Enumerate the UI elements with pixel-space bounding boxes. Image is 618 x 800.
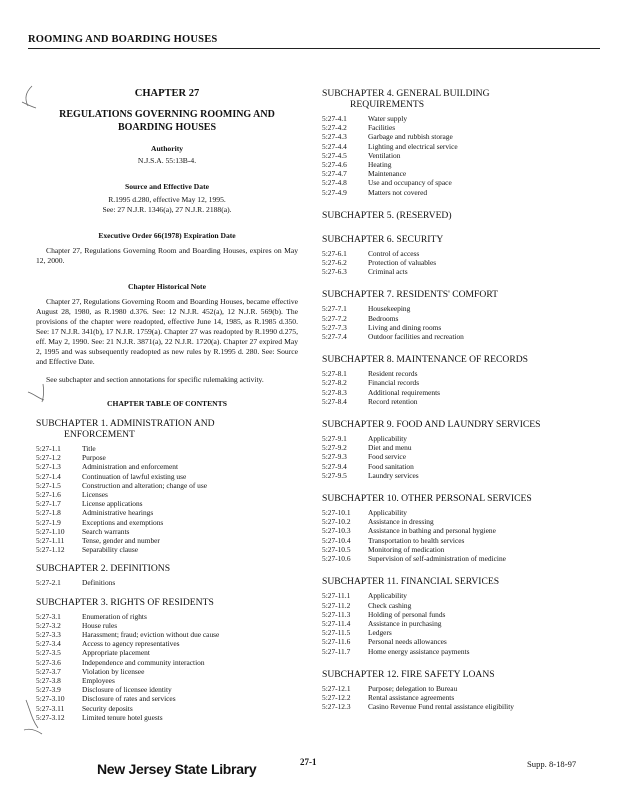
section-entry — [36, 578, 298, 587]
section-title: Outdoor facilities and recreation — [368, 332, 464, 342]
subchapter-title: SUBCHAPTER 2. DEFINITIONS — [36, 563, 171, 575]
section-title: Home energy assistance payments — [368, 646, 470, 656]
section-title: Violation by licensee — [82, 666, 145, 676]
section-number: 5:27-9.1 — [322, 434, 347, 444]
section-number: 5:27-1.7 — [36, 499, 61, 509]
section-title: Living and dining rooms — [368, 322, 442, 332]
section-entry — [322, 369, 594, 378]
section-list — [322, 369, 594, 406]
section-entry — [322, 443, 594, 452]
section-entry — [36, 453, 298, 462]
section-entry — [322, 647, 594, 656]
section-title: Supervision of self-administration of medicine — [368, 554, 506, 564]
section-title: Holding of personal funds — [368, 609, 446, 619]
section-title: Purpose — [82, 453, 106, 463]
section-number: 5:27-9.3 — [322, 452, 347, 462]
source-text-citation: See: 27 N.J.R. 1346(a), 27 N.J.R. 2188(a). — [102, 205, 232, 214]
subchapter-title: SUBCHAPTER 5. (RESERVED) — [322, 209, 452, 221]
section-title: Assistance in purchasing — [368, 618, 442, 628]
subchapter-title: SUBCHAPTER 8. MAINTENANCE OF RECORDS — [322, 354, 529, 366]
section-number: 5:27-10.2 — [322, 517, 351, 527]
section-title: License applications — [82, 499, 143, 509]
section-number: 5:27-4.1 — [322, 114, 347, 123]
section-title: Employees — [82, 676, 115, 686]
section-list — [322, 114, 594, 197]
section-number: 5:27-10.1 — [322, 508, 351, 518]
section-list — [322, 304, 594, 341]
section-title: Administrative hearings — [82, 508, 154, 518]
section-number: 5:27-6.3 — [322, 267, 347, 277]
section-number: 5:27-12.2 — [322, 692, 351, 702]
section-title: Assistance in dressing — [368, 517, 434, 527]
source-text: R.1995 d.280, effective May 12, 1995. — [108, 195, 226, 204]
subchapter-heading — [322, 493, 594, 504]
section-title: Applicability — [368, 434, 407, 444]
subchapter-title: SUBCHAPTER 11. FINANCIAL SERVICES — [322, 576, 500, 588]
section-title: Continuation of lawful existing use — [82, 471, 187, 481]
section-entry — [322, 267, 594, 276]
authority-text: N.J.S.A. 55:13B-4. — [137, 156, 197, 165]
section-entry — [36, 536, 298, 545]
section-entry — [322, 378, 594, 387]
running-header: ROOMING AND BOARDING HOUSES — [28, 34, 600, 49]
section-number: 5:27-7.4 — [322, 332, 347, 342]
section-title: Licenses — [82, 490, 108, 500]
section-entry — [322, 601, 594, 610]
section-title: House rules — [82, 620, 118, 630]
section-title: Water supply — [368, 114, 408, 123]
section-number: 5:27-3.8 — [36, 676, 61, 686]
section-title: Assistance in bathing and personal hygiene — [368, 526, 496, 536]
section-number: 5:27-4.4 — [322, 141, 347, 151]
section-number: 5:27-6.2 — [322, 258, 347, 268]
subchapter-heading — [322, 289, 594, 300]
section-entry — [322, 114, 594, 123]
section-entry — [36, 685, 298, 694]
section-title: Facilities — [368, 123, 396, 133]
section-title: Use and occupancy of space — [368, 178, 452, 188]
section-list — [322, 508, 594, 563]
section-list — [36, 578, 298, 587]
section-number: 5:27-3.12 — [36, 712, 65, 722]
see-annotations-text: See subchapter and section annotations for specific rulemaking activity. — [46, 375, 264, 384]
section-entry — [36, 490, 298, 499]
subchapter-title-continued: REQUIREMENTS — [350, 99, 425, 110]
section-entry — [322, 619, 594, 628]
section-entry — [36, 676, 298, 685]
section-number: 5:27-11.6 — [322, 637, 351, 647]
section-number: 5:27-11.2 — [322, 600, 351, 610]
section-number: 5:27-11.3 — [322, 609, 351, 619]
subchapter-title: SUBCHAPTER 6. SECURITY — [322, 233, 444, 245]
historical-note-text: Chapter 27, Regulations Governing Room and Boarding Houses, became effective August 28, 1980, as R.1980 d.376. See: 12 N.J.R. 452(a), 12 N.J.R. 569(b). The provisions of the chapter were readopted, effective June 14, 1985, as R.1985 d.350. See: 17 N.J.R. 341(b), 17 N.J.R. 1759(a). Chapter 27 was readopted by R.1990 d.275, eff. May 2, 1990. See: 21 N.J.R. 3871(a), 22 N.J.R. 1720(a). Chapter 27 expired May 2, 1995 and was subsequently readopted as new rules by R.1995 d. 280. See: Source and Effective Date. — [36, 297, 298, 366]
section-number: 5:27-3.5 — [36, 648, 61, 658]
section-entry — [36, 444, 298, 453]
section-entry — [322, 388, 594, 397]
section-entry — [322, 452, 594, 461]
section-title: Access to agency representatives — [82, 639, 180, 649]
section-title: Administration and enforcement — [82, 462, 179, 472]
section-title: Tense, gender and number — [82, 536, 160, 546]
section-entry — [322, 258, 594, 267]
section-number: 5:27-11.5 — [322, 628, 351, 638]
executive-order-text: Chapter 27, Regulations Governing Room and Boarding Houses, expires on May 12, 2000. — [36, 246, 298, 265]
section-title: Disclosure of rates and services — [82, 694, 176, 704]
section-entry — [322, 637, 594, 646]
subchapter-title: SUBCHAPTER 4. GENERAL BUILDING — [322, 88, 490, 99]
section-list — [322, 434, 594, 480]
authority-heading: Authority — [150, 144, 184, 153]
section-entry — [36, 630, 298, 639]
section-number: 5:27-11.7 — [322, 646, 351, 656]
section-entry — [36, 648, 298, 657]
section-title: Maintenance — [368, 169, 407, 179]
section-number: 5:27-3.10 — [36, 694, 65, 704]
subchapter-heading — [36, 563, 298, 574]
section-number: 5:27-3.2 — [36, 620, 61, 630]
section-entry — [36, 472, 298, 481]
subchapter-heading — [322, 669, 594, 680]
section-number: 5:27-6.1 — [322, 248, 347, 258]
section-number: 5:27-10.5 — [322, 544, 351, 554]
section-number: 5:27-8.3 — [322, 387, 347, 397]
section-entry — [322, 178, 594, 187]
subchapter-title: SUBCHAPTER 1. ADMINISTRATION AND — [36, 418, 215, 429]
section-entry — [322, 332, 594, 341]
chapter-number: CHAPTER 27 — [134, 88, 200, 99]
section-entry — [36, 713, 298, 722]
section-number: 5:27-11.1 — [322, 591, 351, 601]
section-title: Security deposits — [82, 703, 133, 713]
source-heading: Source and Effective Date — [124, 182, 209, 191]
section-number: 5:27-1.2 — [36, 453, 61, 463]
section-number: 5:27-4.3 — [322, 132, 347, 142]
toc-left-list — [36, 418, 298, 722]
section-entry — [322, 160, 594, 169]
section-number: 5:27-1.4 — [36, 471, 61, 481]
subchapter-title: SUBCHAPTER 3. RIGHTS OF RESIDENTS — [36, 596, 214, 608]
section-number: 5:27-3.7 — [36, 666, 61, 676]
section-entry — [322, 123, 594, 132]
section-title: Record retention — [368, 396, 418, 406]
supplement-date: Supp. 8-18-97 — [527, 759, 577, 769]
section-entry — [322, 684, 594, 693]
section-number: 5:27-7.1 — [322, 304, 347, 314]
section-title: Check cashing — [368, 600, 412, 610]
section-number: 5:27-1.6 — [36, 490, 61, 500]
section-list — [322, 249, 594, 277]
section-number: 5:27-7.3 — [322, 322, 347, 332]
page-number: 27-1 — [300, 757, 317, 767]
left-column — [36, 88, 298, 722]
section-list — [36, 444, 298, 554]
section-entry — [36, 658, 298, 667]
section-entry — [322, 545, 594, 554]
section-entry — [36, 667, 298, 676]
section-entry — [322, 169, 594, 178]
section-title: Purpose; delegation to Bureau — [368, 683, 458, 693]
section-entry — [322, 693, 594, 702]
section-entry — [322, 471, 594, 480]
section-list — [36, 612, 298, 722]
section-entry — [36, 508, 298, 517]
section-title: Enumeration of rights — [82, 611, 147, 621]
subchapter-title: SUBCHAPTER 10. OTHER PERSONAL SERVICES — [322, 493, 532, 505]
section-title: Housekeeping — [368, 304, 411, 314]
section-title: Additional requirements — [368, 387, 441, 397]
section-entry — [322, 508, 594, 517]
chapter-title: REGULATIONS GOVERNING ROOMING AND BOARDING HOUSES — [59, 109, 275, 133]
section-entry — [36, 639, 298, 648]
section-number: 5:27-4.7 — [322, 169, 347, 179]
section-number: 5:27-12.1 — [322, 683, 351, 693]
section-title: Food service — [368, 452, 406, 462]
section-number: 5:27-1.12 — [36, 545, 65, 555]
section-entry — [36, 704, 298, 713]
section-title: Rental assistance agreements — [368, 692, 455, 702]
subchapter-heading — [322, 234, 594, 245]
section-number: 5:27-3.3 — [36, 630, 61, 640]
section-title: Matters not covered — [368, 187, 428, 197]
section-title: Garbage and rubbish storage — [368, 132, 453, 142]
section-title: Resident records — [368, 369, 418, 379]
section-title: Disclosure of licensee identity — [82, 685, 172, 695]
section-title: Heating — [368, 160, 392, 170]
section-entry — [36, 518, 298, 527]
section-number: 5:27-8.2 — [322, 378, 347, 388]
section-entry — [36, 545, 298, 554]
toc-right-list — [322, 88, 594, 711]
section-title: Laundry services — [368, 470, 419, 480]
section-entry — [322, 397, 594, 406]
toc-heading: CHAPTER TABLE OF CONTENTS — [107, 399, 227, 408]
section-entry — [322, 151, 594, 160]
section-title: Criminal acts — [368, 267, 408, 277]
section-number: 5:27-3.9 — [36, 685, 61, 695]
section-number: 5:27-12.3 — [322, 702, 351, 712]
section-list — [322, 591, 594, 655]
section-list — [322, 684, 594, 712]
subchapter-title-continued: ENFORCEMENT — [64, 429, 135, 440]
section-title: Harassment; fraud; eviction without due cause — [82, 630, 220, 640]
section-entry — [322, 702, 594, 711]
section-title: Food sanitation — [368, 461, 414, 471]
section-title: Applicability — [368, 591, 407, 601]
section-number: 5:27-8.4 — [322, 396, 347, 406]
section-number: 5:27-10.4 — [322, 535, 351, 545]
section-title: Bedrooms — [368, 313, 399, 323]
section-title: Title — [82, 444, 96, 453]
section-number: 5:27-3.4 — [36, 639, 61, 649]
section-title: Monitoring of medication — [368, 544, 445, 554]
subchapter-title: SUBCHAPTER 7. RESIDENTS' COMFORT — [322, 289, 498, 301]
section-title: Personal needs allowances — [368, 637, 447, 647]
section-number: 5:27-2.1 — [36, 578, 61, 588]
section-number: 5:27-8.1 — [322, 369, 347, 379]
section-number: 5:27-10.3 — [322, 526, 351, 536]
section-entry — [322, 526, 594, 535]
subchapter-heading — [36, 418, 298, 440]
section-number: 5:27-4.2 — [322, 123, 347, 133]
section-title: Construction and alteration; change of use — [82, 480, 207, 490]
section-entry — [36, 481, 298, 490]
section-title: Definitions — [82, 578, 116, 588]
section-title: Applicability — [368, 508, 407, 518]
subchapter-heading — [322, 576, 594, 587]
section-title: Exceptions and exemptions — [82, 517, 164, 527]
subchapter-title: SUBCHAPTER 9. FOOD AND LAUNDRY SERVICES — [322, 419, 541, 431]
section-number: 5:27-3.11 — [36, 703, 65, 713]
section-entry — [36, 527, 298, 536]
section-number: 5:27-1.5 — [36, 480, 61, 490]
section-entry — [322, 591, 594, 600]
section-number: 5:27-4.9 — [322, 187, 347, 197]
section-entry — [36, 462, 298, 471]
section-entry — [36, 621, 298, 630]
section-entry — [36, 612, 298, 621]
section-number: 5:27-1.3 — [36, 462, 61, 472]
library-stamp: New Jersey State Library — [97, 761, 257, 777]
section-entry — [322, 554, 594, 563]
section-number: 5:27-10.6 — [322, 554, 351, 564]
section-title: Ledgers — [368, 628, 392, 638]
section-entry — [322, 132, 594, 141]
section-number: 5:27-4.8 — [322, 178, 347, 188]
section-number: 5:27-3.1 — [36, 611, 61, 621]
section-number: 5:27-1.8 — [36, 508, 61, 518]
section-number: 5:27-1.1 — [36, 444, 61, 453]
section-entry — [322, 610, 594, 619]
section-number: 5:27-1.11 — [36, 536, 65, 546]
section-number: 5:27-9.2 — [322, 443, 347, 453]
section-title: Casino Revenue Fund rental assistance eligibility — [368, 702, 514, 712]
section-title: Lighting and electrical service — [368, 141, 458, 151]
section-number: 5:27-1.10 — [36, 526, 65, 536]
section-title: Ventilation — [368, 150, 401, 160]
section-entry — [322, 517, 594, 526]
section-entry — [322, 323, 594, 332]
section-title: Separability clause — [82, 545, 139, 555]
section-title: Financial records — [368, 378, 420, 388]
section-title: Search warrants — [82, 526, 130, 536]
section-entry — [322, 142, 594, 151]
subchapter-heading — [322, 88, 594, 110]
section-title: Appropriate placement — [82, 648, 150, 658]
section-entry — [322, 249, 594, 258]
section-entry — [322, 188, 594, 197]
section-entry — [322, 304, 594, 313]
section-title: Independence and community interaction — [82, 657, 205, 667]
subchapter-heading — [322, 419, 594, 430]
section-title: Limited tenure hotel guests — [82, 712, 163, 722]
executive-order-heading: Executive Order 66(1978) Expiration Date — [98, 231, 236, 240]
section-number: 5:27-4.5 — [322, 150, 347, 160]
subchapter-title: SUBCHAPTER 12. FIRE SAFETY LOANS — [322, 668, 495, 680]
section-entry — [36, 499, 298, 508]
section-entry — [322, 462, 594, 471]
section-number: 5:27-9.5 — [322, 470, 347, 480]
section-number: 5:27-9.4 — [322, 461, 347, 471]
subchapter-heading — [322, 354, 594, 365]
subchapter-heading — [36, 597, 298, 608]
section-number: 5:27-1.9 — [36, 517, 61, 527]
historical-note-heading: Chapter Historical Note — [128, 282, 206, 291]
section-title: Diet and menu — [368, 443, 412, 453]
section-entry — [322, 536, 594, 545]
right-column — [322, 88, 594, 711]
section-title: Control of access — [368, 248, 420, 258]
section-entry — [322, 628, 594, 637]
subchapter-heading — [322, 210, 594, 221]
section-entry — [322, 434, 594, 443]
section-title: Protection of valuables — [368, 258, 437, 268]
section-entry — [36, 694, 298, 703]
section-number: 5:27-11.4 — [322, 618, 351, 628]
section-number: 5:27-7.2 — [322, 313, 347, 323]
section-entry — [322, 314, 594, 323]
section-number: 5:27-3.6 — [36, 657, 61, 667]
section-number: 5:27-4.6 — [322, 160, 347, 170]
section-title: Transportation to health services — [368, 535, 465, 545]
